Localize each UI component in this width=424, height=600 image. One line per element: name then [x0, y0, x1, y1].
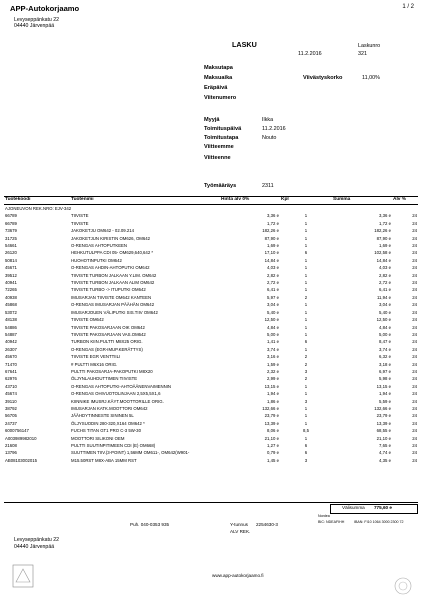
row-name: O-RENGAS (EGR-IMUP.KERÄTTYS): [71, 346, 143, 352]
row-price: 5,97 e: [267, 294, 279, 300]
row-sum: 6,41 e: [379, 287, 391, 293]
row-code: 48138: [5, 317, 17, 323]
row-sum: 6,32 e: [379, 354, 391, 360]
row-vat: 24: [412, 383, 417, 389]
row-sum: 4,35 e: [379, 457, 391, 463]
row-price: 2,32 e: [267, 368, 279, 374]
row-sum: 12,50 e: [376, 317, 391, 323]
table-row: [4, 272, 418, 279]
table-row: [4, 383, 418, 390]
row-code: 62976: [5, 376, 17, 382]
row-sum: 1,94 e: [379, 391, 391, 397]
row-vat: 24: [412, 361, 417, 367]
row-code: 13796: [5, 450, 17, 456]
table-row: [4, 449, 418, 456]
row-qty: 6: [304, 443, 308, 448]
myyja-value: Ilkka: [262, 117, 274, 123]
row-qty: 1: [304, 235, 308, 241]
row-qty: 1: [304, 413, 308, 419]
table-row: [4, 368, 418, 375]
row-vat: 24: [412, 309, 417, 315]
row-code: 43710: [5, 383, 17, 389]
table-row: [4, 227, 418, 234]
footer-address-line2: 04440 Järvenpää: [14, 544, 55, 550]
maksuaika-label: Maksuaika: [204, 75, 233, 81]
row-price: 1,41 e: [267, 339, 279, 345]
row-sum: 4,03 e: [379, 265, 391, 271]
row-name: TIIVISTE PAKOSARJAAN VAS.OM642: [71, 331, 146, 337]
row-name: TIIVISTE TURBON JALKAAN ALIM OM642: [71, 280, 155, 286]
row-name: TIIVISTE OM642: [71, 317, 104, 323]
row-qty: 1: [304, 391, 308, 397]
footer-phone: Puh. 040-0353 935: [130, 522, 170, 527]
row-price: 2,72 e: [267, 280, 279, 286]
table-row: [4, 457, 418, 464]
table-row: [4, 220, 418, 227]
row-name: TIIVISTE EGR VENTTIILI: [71, 354, 121, 360]
row-vat: 24: [412, 257, 417, 263]
row-code: 50814: [5, 257, 17, 263]
table-header-row: [4, 196, 418, 205]
footer-bank: Nordea: [318, 514, 330, 518]
row-name: O-RENGAS AHTOPUTKEEN: [71, 243, 128, 249]
row-code: 45670: [5, 354, 17, 360]
row-name: O-RENGAS OHIVUOTOLINJAAN 2,5X5,5X1,6: [71, 391, 161, 397]
row-vat: 24: [412, 413, 417, 419]
row-name: TURBON KIIN.PULTTI M8X25 ORIG.: [71, 339, 143, 345]
row-sum: 4,74 e: [379, 450, 391, 456]
row-name: JAKOKETJUN KIRISTIN OM626, OM642: [71, 235, 151, 241]
row-price: 6,41 e: [267, 287, 279, 293]
row-price: 13,15 e: [264, 383, 279, 389]
row-sum: 5,98 e: [379, 376, 391, 382]
row-name: # PULTTI M6X16 ORIG.: [71, 361, 118, 367]
table-row: [4, 249, 418, 256]
row-price: 1,45 e: [267, 457, 279, 463]
subtotal-label: Välisumma: [342, 505, 365, 510]
row-name: JAKOKETJU OM642 - 02.09.214: [71, 228, 135, 234]
row-price: 3,36 e: [267, 213, 279, 219]
maksutapa-label: Maksutapa: [204, 65, 233, 71]
row-sum: 2,82 e: [379, 272, 391, 278]
table-body: [4, 205, 418, 465]
row-price: 17,10 e: [264, 250, 279, 256]
row-sum: 6,97 e: [379, 368, 391, 374]
row-sum: 3,18 e: [379, 361, 391, 367]
tyomaarays-value: 2311: [262, 183, 274, 189]
row-vat: 24: [412, 443, 417, 448]
row-vat: 24: [412, 265, 417, 271]
row-name: IMUSARJAN KATK.MOOTTORI OM642: [71, 405, 148, 411]
table-row: [4, 346, 418, 353]
row-price: 8,06 e: [267, 428, 279, 434]
row-vat: 24: [412, 235, 417, 241]
row-vat: 24: [412, 457, 417, 463]
row-price: 4,84 e: [267, 324, 279, 330]
row-price: 0,79 e: [267, 450, 279, 456]
row-vat: 24: [412, 398, 417, 404]
row-qty: 1: [304, 435, 308, 441]
row-sum: 5,59 e: [379, 398, 391, 404]
row-vat: 24: [412, 435, 417, 441]
row-name: TIIVISTE TURBON JALKAAN Y.LIM. OM642: [71, 272, 157, 278]
subtotal-value: 775,60 e: [374, 505, 392, 510]
table-row: [4, 286, 418, 293]
row-vat: 24: [412, 339, 417, 345]
row-price: 12,50 e: [264, 317, 279, 323]
row-sum: 1,72 e: [379, 220, 391, 226]
footer-address-line1: Levyseppänkatu 22: [14, 537, 59, 543]
row-vat: 24: [412, 250, 417, 256]
certification-badge-icon: [392, 576, 414, 596]
row-price: 3,16 e: [267, 354, 279, 360]
row-name: PULTTI PAKOSARJA-PAKOPUTKI M8X20: [71, 368, 153, 374]
row-name: O-RENGAS IMUSARJAN PÄÄHÄN OM642: [71, 302, 155, 308]
col-header-name: Tuotenimi: [70, 196, 220, 205]
row-vat: 24: [412, 331, 417, 337]
row-name: SUUTTIMEN TIIV.(3-POINT) 1,56MM OM611-, OM642(W901-: [71, 450, 190, 456]
row-sum: 2,72 e: [379, 280, 391, 286]
row-code: 72265: [5, 287, 17, 293]
row-sum: 23,79 e: [376, 413, 391, 419]
row-code: 6000756147: [5, 428, 29, 434]
row-vat: 24: [412, 213, 417, 219]
row-name: TIIVISTE: [71, 213, 89, 219]
row-price: 132,66 e: [262, 405, 279, 411]
row-qty: 6: [304, 339, 308, 345]
company-address-line2: 04440 Järvenpää: [14, 23, 55, 29]
row-price: 3,74 e: [267, 346, 279, 352]
row-qty: 1: [304, 272, 308, 278]
row-name: IMUSARJAN TIIVISTE OM642 KANTEEN: [71, 294, 152, 300]
row-vat: 24: [412, 405, 417, 411]
row-qty: 1: [304, 213, 308, 219]
row-qty: 2: [304, 354, 308, 360]
row-name: ÖLJYSUODIN 280-320,X164 OM642 *: [71, 420, 145, 426]
table-note-row: [4, 205, 418, 213]
row-code: 40942: [5, 339, 17, 345]
row-qty: 3: [304, 398, 308, 404]
viitteenne-label: Viitteenne: [204, 155, 231, 161]
erapaiva-label: Eräpäivä: [204, 85, 228, 91]
row-code: 45671: [5, 265, 17, 271]
row-vat: 24: [412, 243, 417, 249]
row-qty: 1: [304, 287, 308, 293]
row-qty: 1: [304, 383, 308, 389]
row-qty: 1: [304, 265, 308, 271]
row-price: 5,00 e: [267, 331, 279, 337]
row-qty: 1: [304, 302, 308, 308]
col-header-sum: Summa: [332, 196, 392, 205]
row-sum: 102,58 e: [374, 250, 391, 256]
row-vat: 24: [412, 376, 417, 382]
row-code: 38792: [5, 405, 17, 411]
row-name: HEHKUTULPPA CDI 05- OM629,640,642 *: [71, 250, 154, 256]
row-price: 4,03 e: [267, 265, 279, 271]
row-vat: 24: [412, 280, 417, 286]
col-header-code: Tuotekoodi: [4, 196, 70, 205]
row-sum: 1,69 e: [379, 243, 391, 249]
table-row: [4, 412, 418, 419]
row-qty: 1: [304, 228, 308, 234]
row-vat: 24: [412, 220, 417, 226]
row-qty: 3: [304, 457, 308, 463]
row-name: FUCHS TITAN GT1 PRO C-3 5W-30: [71, 428, 141, 434]
row-price: 14,84 e: [264, 257, 279, 263]
table-row: [4, 294, 418, 301]
viivastyskorko-label: Viivästyskorko: [303, 75, 343, 81]
row-code: 67641: [5, 368, 17, 374]
toimitustapa-label: Toimitustapa: [204, 135, 239, 141]
row-code: 45674: [5, 391, 17, 397]
row-vat: 24: [412, 450, 417, 456]
row-vat: 24: [412, 294, 417, 300]
row-sum: 68,55 e: [376, 428, 391, 434]
page-number: 1 / 2: [402, 4, 414, 10]
row-price: 3,04 e: [267, 302, 279, 308]
table-bottom-divider: [4, 502, 418, 503]
row-qty: 1: [304, 257, 308, 263]
row-sum: 11,94 e: [376, 294, 391, 300]
row-sum: 87,90 e: [376, 235, 391, 241]
row-price: 1,69 e: [267, 243, 279, 249]
row-vat: 24: [412, 354, 417, 360]
row-qty: 2: [304, 294, 308, 300]
row-price: 13,39 e: [264, 420, 279, 426]
invoice-number-label: Laskunro: [358, 43, 381, 49]
toimituspaiva-value: 11.2.2016: [262, 126, 286, 132]
table-row: [4, 279, 418, 286]
footer-ytunnus: 2254630-3: [256, 522, 278, 527]
col-header-price: Hinta alv 0%: [220, 196, 280, 205]
row-qty: 2: [304, 376, 308, 382]
row-code: AB08103002015: [5, 457, 38, 463]
row-sum: 21,10 e: [376, 435, 391, 441]
table-row: [4, 309, 418, 316]
row-name: IMUSARJOUEN VÄLIPUTKI SIS.TIIV OM642: [71, 309, 158, 315]
row-code: 24737: [5, 420, 17, 426]
row-sum: 132,66 e: [374, 405, 391, 411]
col-header-vat: Alv %: [392, 196, 418, 205]
footer-iban: IBAN: FI10 1064 3000 2300 72: [354, 520, 404, 524]
company-name: APP-Autokorjaamo: [10, 4, 80, 13]
invoice-lines-table: [4, 196, 418, 464]
row-price: 23,79 e: [264, 413, 279, 419]
row-price: 1,72 e: [267, 220, 279, 226]
row-vat: 24: [412, 302, 417, 308]
row-vat: 24: [412, 228, 417, 234]
footer-bic: BIC: NDEAFIHH: [318, 520, 345, 524]
row-code: 45868: [5, 302, 17, 308]
row-sum: 13,39 e: [376, 420, 391, 426]
row-code: 40938: [5, 294, 17, 300]
row-code: 26120: [5, 250, 17, 256]
row-code: 39512: [5, 272, 17, 278]
footer-alv: ALV REK.: [230, 529, 251, 534]
row-price: 5,40 e: [267, 309, 279, 315]
row-vat: 24: [412, 317, 417, 323]
row-qty: 1: [304, 309, 308, 315]
table-row: [4, 427, 418, 434]
table-row: [4, 420, 418, 427]
row-code: 54661: [5, 243, 17, 249]
row-code: 53072: [5, 309, 17, 315]
row-sum: 182,26 e: [374, 228, 391, 234]
table-row: [4, 442, 418, 449]
company-logo-icon: [12, 564, 34, 588]
row-qty: 6: [304, 450, 308, 456]
row-qty: 1: [304, 420, 308, 426]
row-code: 54886: [5, 324, 17, 330]
row-sum: 5,40 e: [379, 309, 391, 315]
table-row: [4, 324, 418, 331]
row-price: 182,26 e: [262, 228, 279, 234]
row-vat: 24: [412, 287, 417, 293]
row-price: 1,94 e: [267, 391, 279, 397]
row-name: TIIVISTE TURBO -> ITUPUTKI OM642: [71, 287, 146, 293]
vehicle-reg-note: AJONEUVON REK.NRO: EJV-342: [5, 206, 72, 211]
row-sum: 3,36 e: [379, 213, 391, 219]
row-name: TIIVISTE: [71, 220, 89, 226]
row-qty: 2: [304, 361, 308, 367]
row-code: 26307: [5, 346, 17, 352]
row-vat: 24: [412, 391, 417, 397]
table-row: [4, 331, 418, 338]
invoice-number: 321: [358, 51, 367, 57]
row-code: 56705: [5, 413, 17, 419]
row-qty: 1: [304, 405, 308, 411]
row-code: 39110: [5, 398, 17, 404]
row-code: 73679: [5, 228, 17, 234]
viitteemme-label: Viitteemme: [204, 144, 234, 150]
table-row: [4, 301, 418, 308]
row-name: PULTTI SUUTINPITIMEEN CDI (E) OM668): [71, 443, 156, 448]
footer-ytunnus-label: Y-tunnus: [230, 522, 248, 527]
row-sum: 3,74 e: [379, 346, 391, 352]
row-qty: 6: [304, 250, 308, 256]
row-code: 40941: [5, 280, 17, 286]
row-vat: 24: [412, 324, 417, 330]
row-name: TIIVISTE PAKOSARJAAN OIK OM642: [71, 324, 145, 330]
row-qty: 1: [304, 243, 308, 249]
row-qty: 1: [304, 317, 308, 323]
table-row: [4, 375, 418, 382]
row-qty: 1: [304, 220, 308, 226]
row-code: 31725: [5, 235, 17, 241]
row-sum: 5,00 e: [379, 331, 391, 337]
row-name: O-RENGAS AHDIN-AHTOPUTKI OM642: [71, 265, 150, 271]
row-sum: 3,04 e: [379, 302, 391, 308]
table-row: [4, 405, 418, 412]
row-code: 21608: [5, 443, 17, 448]
row-price: 1,59 e: [267, 361, 279, 367]
row-name: KIINNIKE IMUSRJ.KÄYT.MOOTTORILLE ORIG.: [71, 398, 164, 404]
row-sum: 4,84 e: [379, 324, 391, 330]
tyomaarays-label: Työmääräys: [204, 183, 237, 189]
table-row: [4, 338, 418, 345]
table-row: [4, 435, 418, 442]
table-row: [4, 242, 418, 249]
myyja-label: Myyjä: [204, 117, 220, 123]
row-vat: 24: [412, 428, 417, 434]
company-address-line1: Levyseppänkatu 22: [14, 17, 59, 23]
row-qty: 1: [304, 331, 308, 337]
row-price: 1,27 e: [267, 443, 279, 448]
table-row: [4, 353, 418, 360]
table-row: [4, 235, 418, 242]
table-row: [4, 264, 418, 271]
row-code: 54887: [5, 331, 17, 337]
row-price: 21,10 e: [264, 435, 279, 441]
document-title: LASKU: [232, 40, 257, 49]
table-row: [4, 361, 418, 368]
table-row: [4, 390, 418, 397]
row-code: 66789: [5, 220, 17, 226]
row-sum: 14,84 e: [376, 257, 391, 263]
footer-website: www.app-autokorjaamo.fi: [212, 573, 264, 578]
row-name: O-RENGAS AHTOPUTKI-AHTOÄÄNENVAIMENNIN: [71, 383, 172, 389]
table-row: [4, 212, 418, 219]
row-name: HUOHOTINPUTKI OM642: [71, 257, 122, 263]
row-name: MOOTTORI SILIKONI OEM: [71, 435, 125, 441]
viitenumero-label: Viitenumero: [204, 95, 237, 101]
row-vat: 24: [412, 272, 417, 278]
table-row: [4, 257, 418, 264]
toimitustapa-value: Nouto: [262, 135, 277, 141]
row-qty: 8,5: [303, 428, 309, 434]
row-qty: 3: [304, 368, 308, 374]
row-code: 71470: [5, 361, 17, 367]
row-price: 87,90 e: [264, 235, 279, 241]
row-price: 2,82 e: [267, 272, 279, 278]
row-sum: 13,15 e: [376, 383, 391, 389]
row-code: A003989982010: [5, 435, 37, 441]
row-vat: 24: [412, 368, 417, 374]
row-price: 2,99 e: [267, 376, 279, 382]
row-name: M15.50RST M8X-ABA 15MM RST: [71, 457, 137, 463]
row-vat: 24: [412, 346, 417, 352]
toimituspaiva-label: Toimituspäivä: [204, 126, 242, 132]
row-qty: 1: [304, 324, 308, 330]
row-sum: 7,65 e: [379, 443, 391, 448]
row-price: 1,86 e: [267, 398, 279, 404]
row-code: 66789: [5, 213, 17, 219]
row-name: ÖLJYNLAUHDUTTIMEN TIIVISTE: [71, 376, 138, 382]
table-row: [4, 398, 418, 405]
row-sum: 8,47 e: [379, 339, 391, 345]
table-row: [4, 316, 418, 323]
row-qty: 1: [304, 346, 308, 352]
row-vat: 24: [412, 420, 417, 426]
col-header-qty: Kpl: [280, 196, 332, 205]
row-qty: 1: [304, 280, 308, 286]
viivastyskorko-value: 11,00%: [362, 75, 380, 81]
row-name: JÄÄHDYTINNESTE SININEN 5L: [71, 413, 134, 419]
invoice-date: 11.2.2016: [298, 51, 322, 57]
